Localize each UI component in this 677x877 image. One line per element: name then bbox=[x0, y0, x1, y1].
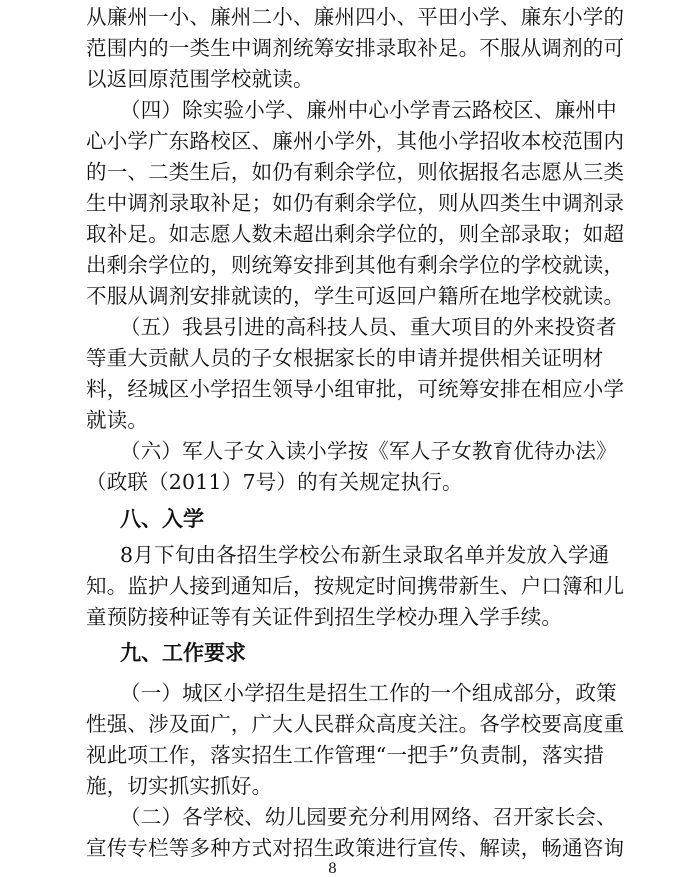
paragraph-line: （四）除实验小学、廉州中心小学青云路校区、廉州中 bbox=[120, 98, 617, 122]
paragraph-line: 生中调剂录取补足；如仍有剩余学位，则从四类生中调剂录 bbox=[86, 191, 625, 215]
paragraph-line: 取补足。如志愿人数未超出剩余学位的，则全部录取；如超 bbox=[86, 222, 625, 246]
page-number: 8 bbox=[328, 861, 337, 877]
paragraph-line: 就读。 bbox=[86, 408, 149, 432]
paragraph-line: （六）军人子女入读小学按《军人子女教育优待办法》 bbox=[120, 439, 617, 463]
section-heading: 九、工作要求 bbox=[120, 641, 246, 665]
paragraph-line: （五）我县引进的高科技人员、重大项目的外来投资者 bbox=[120, 315, 617, 339]
paragraph-line: 不服从调剂安排就读的，学生可返回户籍所在地学校就读。 bbox=[86, 284, 625, 308]
paragraph-line: 8月下旬由各招生学校公布新生录取名单并发放入学通 bbox=[120, 543, 610, 567]
paragraph-line: （政联（2011）7号）的有关规定执行。 bbox=[86, 470, 463, 494]
paragraph-line: 以返回原范围学校就读。 bbox=[86, 67, 314, 91]
paragraph-line: 心小学广东路校区、廉州小学外，其他小学招收本校范围内 bbox=[86, 129, 625, 153]
paragraph-line: 等重大贡献人员的子女根据家长的申请并提供相关证明材 bbox=[86, 346, 604, 370]
paragraph-line: 知。监护人接到通知后，按规定时间携带新生、户口簿和儿 bbox=[86, 574, 625, 598]
paragraph-line: 出剩余学位的，则统筹安排到其他有剩余学位的学校就读， bbox=[86, 253, 625, 277]
paragraph-line: 范围内的一类生中调剂统筹安排录取补足。不服从调剂的可 bbox=[86, 36, 625, 60]
paragraph-line: 料，经城区小学招生领导小组审批，可统筹安排在相应小学 bbox=[86, 377, 625, 401]
paragraph-line: 施，切实抓实抓好。 bbox=[86, 774, 273, 798]
section-heading: 八、入学 bbox=[120, 507, 204, 531]
paragraph-line: 宣传专栏等多种方式对招生政策进行宣传、解读，畅通咨询 bbox=[86, 836, 625, 860]
paragraph-line: （一）城区小学招生是招生工作的一个组成部分，政策 bbox=[120, 681, 617, 705]
paragraph-line: 的一、二类生后，如仍有剩余学位，则依据报名志愿从三类 bbox=[86, 160, 625, 184]
paragraph-line: 视此项工作，落实招生工作管理“一把手”负责制，落实措 bbox=[86, 743, 605, 767]
paragraph-line: （二）各学校、幼儿园要充分利用网络、召开家长会、 bbox=[120, 805, 617, 829]
paragraph-line: 性强、涉及面广，广大人民群众高度关注。各学校要高度重 bbox=[86, 712, 625, 736]
paragraph-line: 从廉州一小、廉州二小、廉州四小、平田小学、廉东小学的 bbox=[86, 5, 625, 29]
paragraph-line: 童预防接种证等有关证件到招生学校办理入学手续。 bbox=[86, 605, 563, 629]
